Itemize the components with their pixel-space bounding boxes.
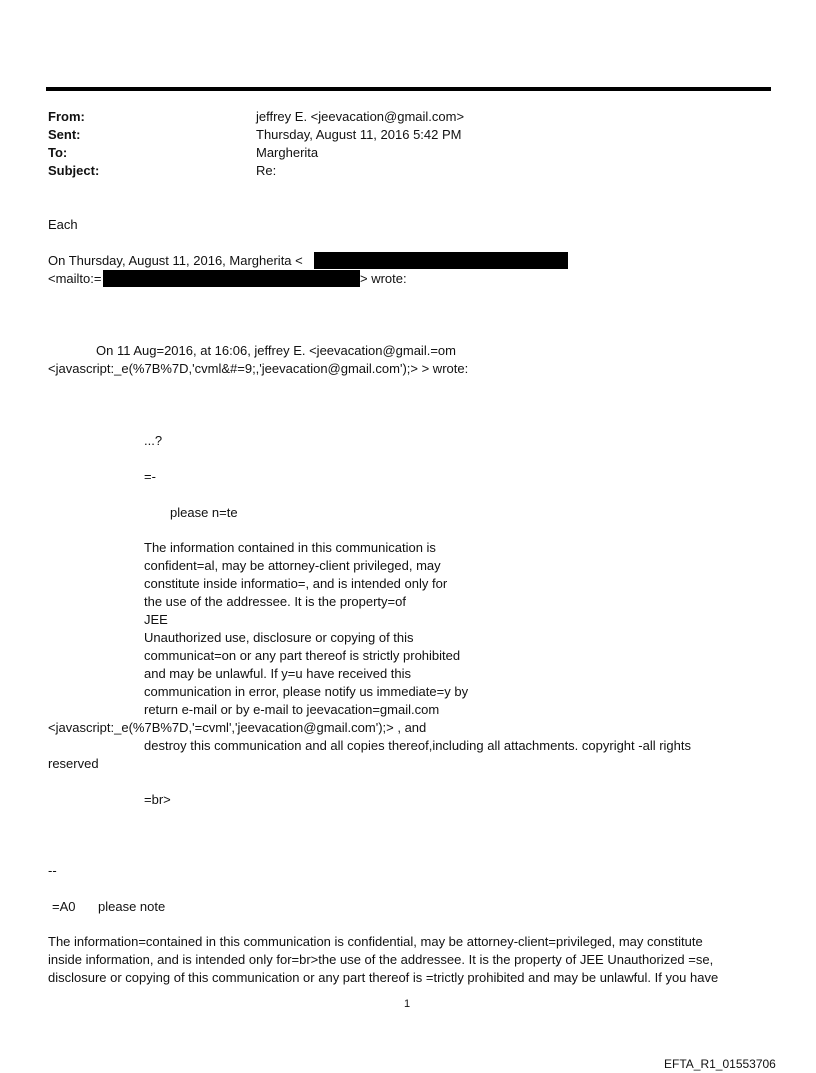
subject-label: Subject: — [48, 163, 100, 178]
disclaimer-line: communication in error, please notify us immediate=y by — [144, 684, 469, 699]
please-note-heading: please note — [98, 899, 166, 914]
document-id: EFTA_R1_01553706 — [664, 1057, 776, 1071]
disclaimer-line: return e-mail or by e-mail to jeevacation=gmail.com — [144, 702, 440, 717]
disclaimer-line: constitute inside informatio=, and is intended only for — [144, 576, 448, 591]
question-text: ...? — [144, 433, 163, 448]
disclaimer-line: confident=al, may be attorney-client privileged, may — [144, 558, 441, 573]
quoted-header-line1: On 11 Aug=2016, at 16:06, jeffrey E. <jeevacation@gmail.=om — [96, 343, 456, 358]
page-number: 1 — [404, 998, 411, 1010]
reply-mailto: <mailto:= — [48, 271, 102, 286]
from-label: From: — [48, 109, 85, 124]
from-value: jeffrey E. <jeevacation@gmail.com> — [256, 109, 465, 124]
disclaimer-line: communicat=on or any part thereof is strictly prohibited — [144, 648, 461, 663]
br-text: =br> — [144, 792, 171, 807]
sent-label: Sent: — [48, 127, 81, 142]
sent-value: Thursday, August 11, 2016 5:42 PM — [256, 127, 462, 142]
redaction-bar — [103, 270, 360, 287]
a0-text: =A0 — [52, 899, 76, 914]
to-value: Margherita — [256, 145, 319, 160]
javascript-line: <javascript:_e(%7B%7D,'=cvml','jeevacation@gmail.com');> , and — [48, 720, 427, 735]
disclaimer-line: Unauthorized use, disclosure or copying of this — [144, 630, 414, 645]
to-label: To: — [48, 145, 68, 160]
disclaimer-line: JEE — [144, 612, 168, 627]
reply-wrote: > wrote: — [360, 271, 407, 286]
please-note-text: please n=te — [170, 505, 238, 520]
final-line: disclosure or copying of this communication or any part thereof is =trictly prohibited and may be unlawful. If you have — [48, 970, 719, 985]
reply-header-line1: On Thursday, August 11, 2016, Margherita < — [48, 253, 303, 268]
subject-value: Re: — [256, 163, 277, 178]
quoted-header-line2: <javascript:_e(%7B%7D,'cvml&#=9;,'jeevacation@gmail.com');> > wrote: — [48, 361, 469, 376]
dash-text: =- — [144, 469, 156, 484]
body-text-each: Each — [48, 217, 78, 232]
signature-dash: -- — [48, 863, 57, 878]
redaction-bar — [314, 252, 568, 269]
final-line: inside information, and is intended only for=br>the use of the addressee. It is the property of JEE Unauthorized =se, — [48, 952, 714, 967]
header-rule — [46, 87, 771, 91]
disclaimer-line: the use of the addressee. It is the property=of — [144, 594, 406, 609]
destroy-line: destroy this communication and all copies thereof,including all attachments. copyright -all rights — [144, 738, 691, 753]
disclaimer-line: The information contained in this communication is — [144, 540, 436, 555]
reserved-line: reserved — [48, 756, 99, 771]
disclaimer-line: and may be unlawful. If y=u have received this — [144, 666, 412, 681]
final-line: The information=contained in this communication is confidential, may be attorney-client=privileged, may constitute — [48, 934, 703, 949]
